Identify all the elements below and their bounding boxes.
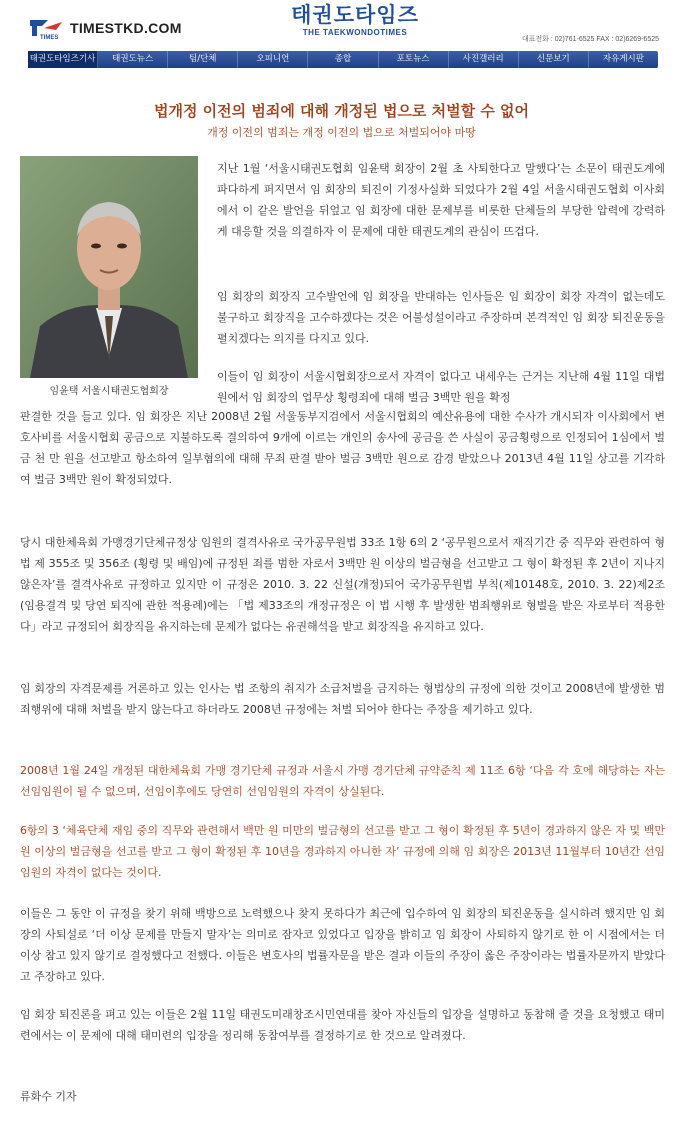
nav-item-gallery[interactable]: 사진갤러리 <box>449 51 519 68</box>
article-paragraph: 판결한 것을 들고 있다. 임 회장은 지난 2008년 2월 서울동부지검에서 서울시협회의 예산유용에 대한 수사가 개시되자 이사회에서 변호사비를 서울시협회 공금으로 지불하도록 결의하여 9개에 이르는 개인의 송사에 공금을 쓴 사실이 공금횡령으로 인정되어 1심에서 벌금 천 만 원을 선고받고 항소하여 일부혐의에 대해 무죄 판결 받아 벌금 3백만 원으로 감경 받았으나 2013년 4월 11일 상고를 기각하여 벌금 3백만 원이 확정되었다. <box>20 410 665 486</box>
article-paragraph: 임 회장의 회장직 고수발언에 임 회장을 반대하는 인사들은 임 회장이 회장 자격이 없는데도 불구하고 회장직을 고수하겠다는 것은 어불성설이라고 주장하며 본격적인 임 회장 퇴진운동을 펼치겠다는 의지를 다지고 있다. <box>217 290 665 345</box>
article-byline: 류화수 기자 <box>20 1090 77 1103</box>
brand-english: THE TAEKWONDOTIMES <box>302 28 408 37</box>
main-navigation <box>28 51 658 68</box>
site-logo[interactable] <box>28 16 182 40</box>
article-subtitle: 개정 이전의 범죄는 개정 이전의 법으로 처벌되어야 마땅 <box>207 126 476 139</box>
nav-item-news[interactable]: 태권도뉴스 <box>98 51 168 68</box>
nav-item-teams[interactable]: 팀/단체 <box>168 51 238 68</box>
nav-item-board[interactable]: 자유게시판 <box>602 54 644 64</box>
article-paragraph: 임 회장 퇴진론을 펴고 있는 이들은 2월 11일 태권도미래창조시민연대를 찾아 자신들의 입장을 설명하고 동참해 줄 것을 요청했고 태미련에서는 이 문제에 대해 태미련의 입장을 정리해 동참여부를 결정하기로 한 것으로 알려졌다. <box>20 1008 665 1042</box>
nav-item-opinion[interactable]: 오피니언 <box>238 51 308 68</box>
article-title: 법개정 이전의 범죄에 대해 개정된 법으로 처벌할 수 없어 <box>153 102 530 120</box>
article-photo <box>20 156 198 401</box>
portrait-image <box>20 156 198 378</box>
site-header <box>0 0 683 46</box>
nav-item-articles[interactable]: 태권도타임즈기사 <box>28 51 98 68</box>
nav-item-newspaper[interactable]: 신문보기 <box>519 51 589 68</box>
article-highlight-paragraph: 6항의 3 ‘체육단체 재임 중의 직무와 관련해서 백만 원 미만의 벌금형의 선고를 받고 그 형이 확정된 후 5년이 경과하지 않은 자 및 백만 원 이상의 벌금형을 선고를 받고 그 형이 확정된 후 10년을 경과하지 아니한 자’ 규정에 의해 임 회장은 2013년 11월부터 10년간 선임임원의 자격이 없다는 것이다. <box>20 824 665 879</box>
times-logo-icon <box>28 16 64 40</box>
photo-caption: 임윤택 서울시태권도협회장 <box>49 386 169 397</box>
logo-mark-label: TIMES <box>40 35 59 40</box>
contact-info: 대표전화 : 02)761-6525 FAX : 02)6269-6525 <box>521 36 659 43</box>
brand-korean: 태권도타임즈 <box>291 3 419 27</box>
article-paragraph: 지난 1월 ‘서울시태권도협회 임윤택 회장이 2월 초 사퇴한다고 말했다’는 소문이 태권도계에 파다하게 퍼지면서 임 회장의 퇴진이 기정사실화 되었다가 2월 4일 서울시태권도협회 이사회에서 이 같은 발언을 뒤엎고 임 회장에 대한 문제부를 비롯한 단체들의 부당한 압력에 강력하게 대응할 것을 의결하자 이 문제에 대한 태권도계의 관심이 뜨겁다. <box>217 162 665 238</box>
site-url[interactable]: TIMESTKD.COM <box>70 20 182 36</box>
article-paragraph: 이들이 임 회장이 서울시협회장으로서 자격이 없다고 내세우는 근거는 지난해 4월 11일 대법원에서 임 회장의 업무상 횡령죄에 대해 벌금 3백만 원을 확정 <box>217 370 665 404</box>
article-highlight-paragraph: 2008년 1월 24일 개정된 대한체육회 가맹 경기단체 규정과 서울시 가맹 경기단체 규약준칙 제 11조 6항 ‘다음 각 호에 해당하는 자는 선임임원이 될 수 없으며, 선임이후에도 당연히 선임임원의 자격이 상실된다. <box>20 764 665 798</box>
article-paragraph: 당시 대한체육회 가맹경기단체규정상 임원의 결격사유로 국가공무원법 33조 1항 6의 2 ‘공무원으로서 재직기간 중 직무와 관련하여 형법 제 355조 및 356조 (횡령 및 배임)에 규정된 죄를 범한 자로서 3백만 원 이상의 벌금형을 선고받고 그 형이 확정된 후 2년이 지나지 않은자’를 결격사유로 규정하고 있지만 이 규정은 2010. 3. 22 신설(개정)되어 국가공무원법 부칙(제10148호, 2010. 3. 22)제2조(임용결격 및 당연 퇴직에 관한 적용례)에는 「법 제33조의 개정규정은 이 법 시행 후 발생한 범죄행위로 형벌을 받은 자로부터 적용한다」라고 규정되어 회장직을 유지하는데 문제가 없다는 유권해석을 받고 회장직을 유지하고 있다. <box>20 536 665 633</box>
nav-item-general[interactable]: 종합 <box>308 51 378 68</box>
brand-title[interactable] <box>275 2 435 37</box>
nav-item-photo-news[interactable]: 포토뉴스 <box>379 51 449 68</box>
article-paragraph: 임 회장의 자격문제를 거론하고 있는 인사는 법 조항의 취지가 소급처벌을 금지하는 형법상의 규정에 의한 것이고 2008년에 발생한 범죄행위에 대해 처벌을 받지 않는다고 하더라도 2008년 규정에는 처벌 되어야 한다는 주장을 제기하고 있다. <box>20 682 665 716</box>
article-paragraph: 이들은 그 동안 이 규정을 찾기 위해 백방으로 노력했으나 찾지 못하다가 최근에 입수하여 임 회장의 퇴진운동을 실시하려 했지만 임 회장의 사퇴설로 ‘더 이상 문제를 만들지 말자’는 의미로 잠자코 있었다고 입장을 밝히고 임 회장이 사퇴하지 않기로 한 이 시점에서는 더 이상 참고 있지 않기로 결정했다고 전했다. 이들은 변호사의 법률자문을 받은 결과 이들의 주장이 옳은 주장이라는 법률자문까지 받았다고 주장하고 있다. <box>20 907 665 983</box>
